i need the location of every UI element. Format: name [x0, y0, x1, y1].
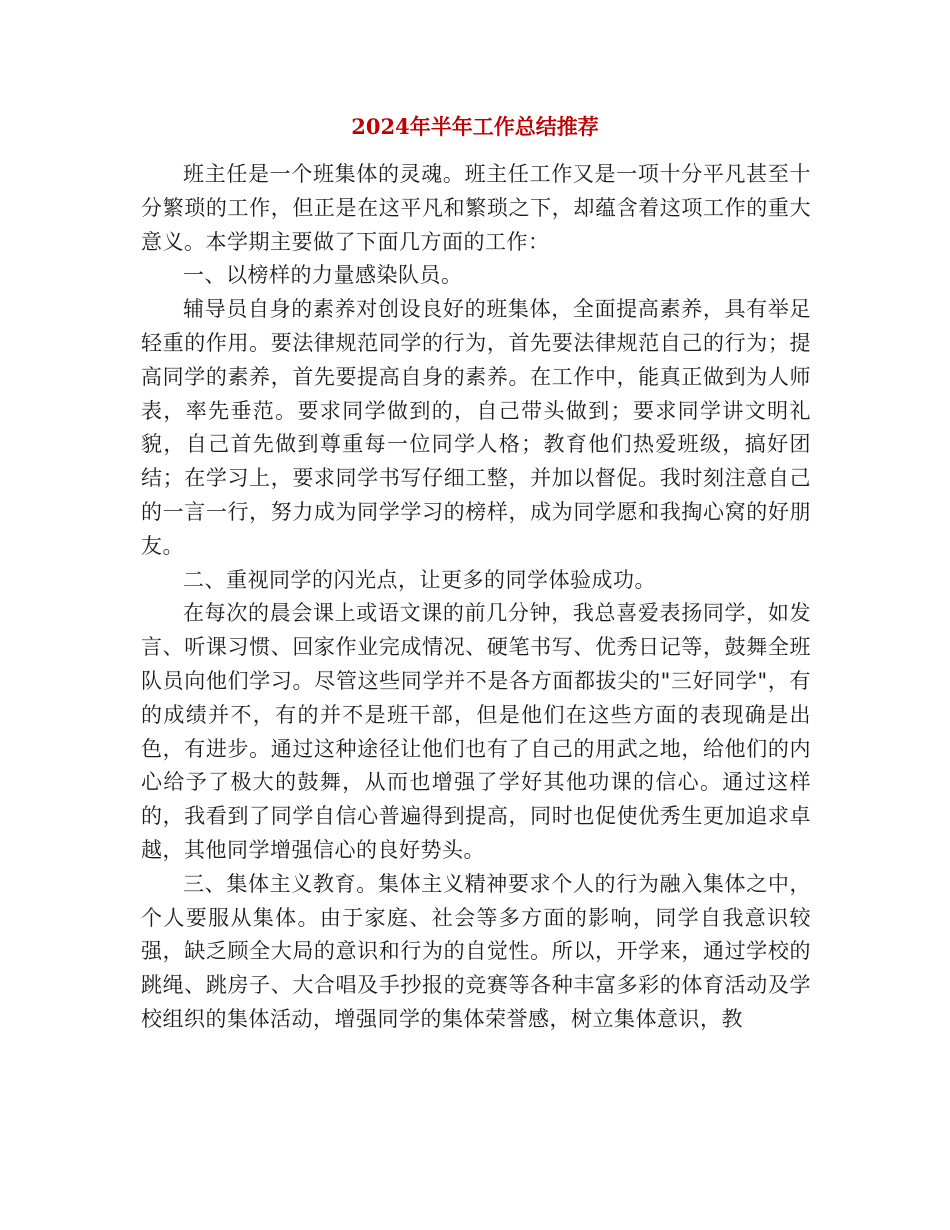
- section-heading-1: 一、以榜样的力量感染队员。: [183, 263, 463, 288]
- document-title: 2024年半年工作总结推荐: [351, 114, 599, 139]
- paragraph-section-3: 三、集体主义教育。集体主义精神要求个人的行为融入集体之中，个人要服从集体。由于家庭、社会等多方面的影响，同学自我意识较强，缺乏顾全大局的意识和行为的自觉性。所以，开学来，通过学校的跳绳、跳房子、大合唱及手抄报的竞赛等各种丰富多彩的体育活动及学校组织的集体活动，增强同学的集体荣誉感，树立集体意识，教: [141, 871, 811, 1031]
- paragraph-intro: 班主任是一个班集体的灵魂。班主任工作又是一项十分平凡甚至十分繁琐的工作，但正是在这平凡和繁琐之下，却蕴含着这项工作的重大意义。本学期主要做了下面几方面的工作：: [141, 162, 811, 254]
- section-heading-2: 二、重视同学的闪光点，让更多的同学体验成功。: [183, 567, 656, 592]
- paragraph-section-2: 在每次的晨会课上或语文课的前几分钟，我总喜爱表扬同学，如发言、听课习惯、回家作业完成情况、硬笔书写、优秀日记等，鼓舞全班队员向他们学习。尽管这些同学并不是各方面都拔尖的"三好同学"，有的成绩并不，有的并不是班干部，但是他们在这些方面的表现确是出色，有进步。通过这种途径让他们也有了自己的用武之地，给他们的内心给予了极大的鼓舞，从而也增强了学好其他功课的信心。通过这样的，我看到了同学自信心普遍得到提高，同时也促使优秀生更加追求卓越，其他同学增强信心的良好势头。: [141, 601, 811, 862]
- document-body: [141, 158, 811, 1037]
- paragraph-section-1: 辅导员自身的素养对创设良好的班集体，全面提高素养，具有举足轻重的作用。要法律规范同学的行为，首先要法律规范自己的行为；提高同学的素养，首先要提高自身的素养。在工作中，能真正做到为人师表，率先垂范。要求同学做到的，自己带头做到；要求同学讲文明礼貌，自己首先做到尊重每一位同学人格；教育他们热爱班级，搞好团结；在学习上，要求同学书写仔细工整，并加以督促。我时刻注意自己的一言一行，努力成为同学学习的榜样，成为同学愿和我掏心窝的好朋友。: [141, 297, 811, 558]
